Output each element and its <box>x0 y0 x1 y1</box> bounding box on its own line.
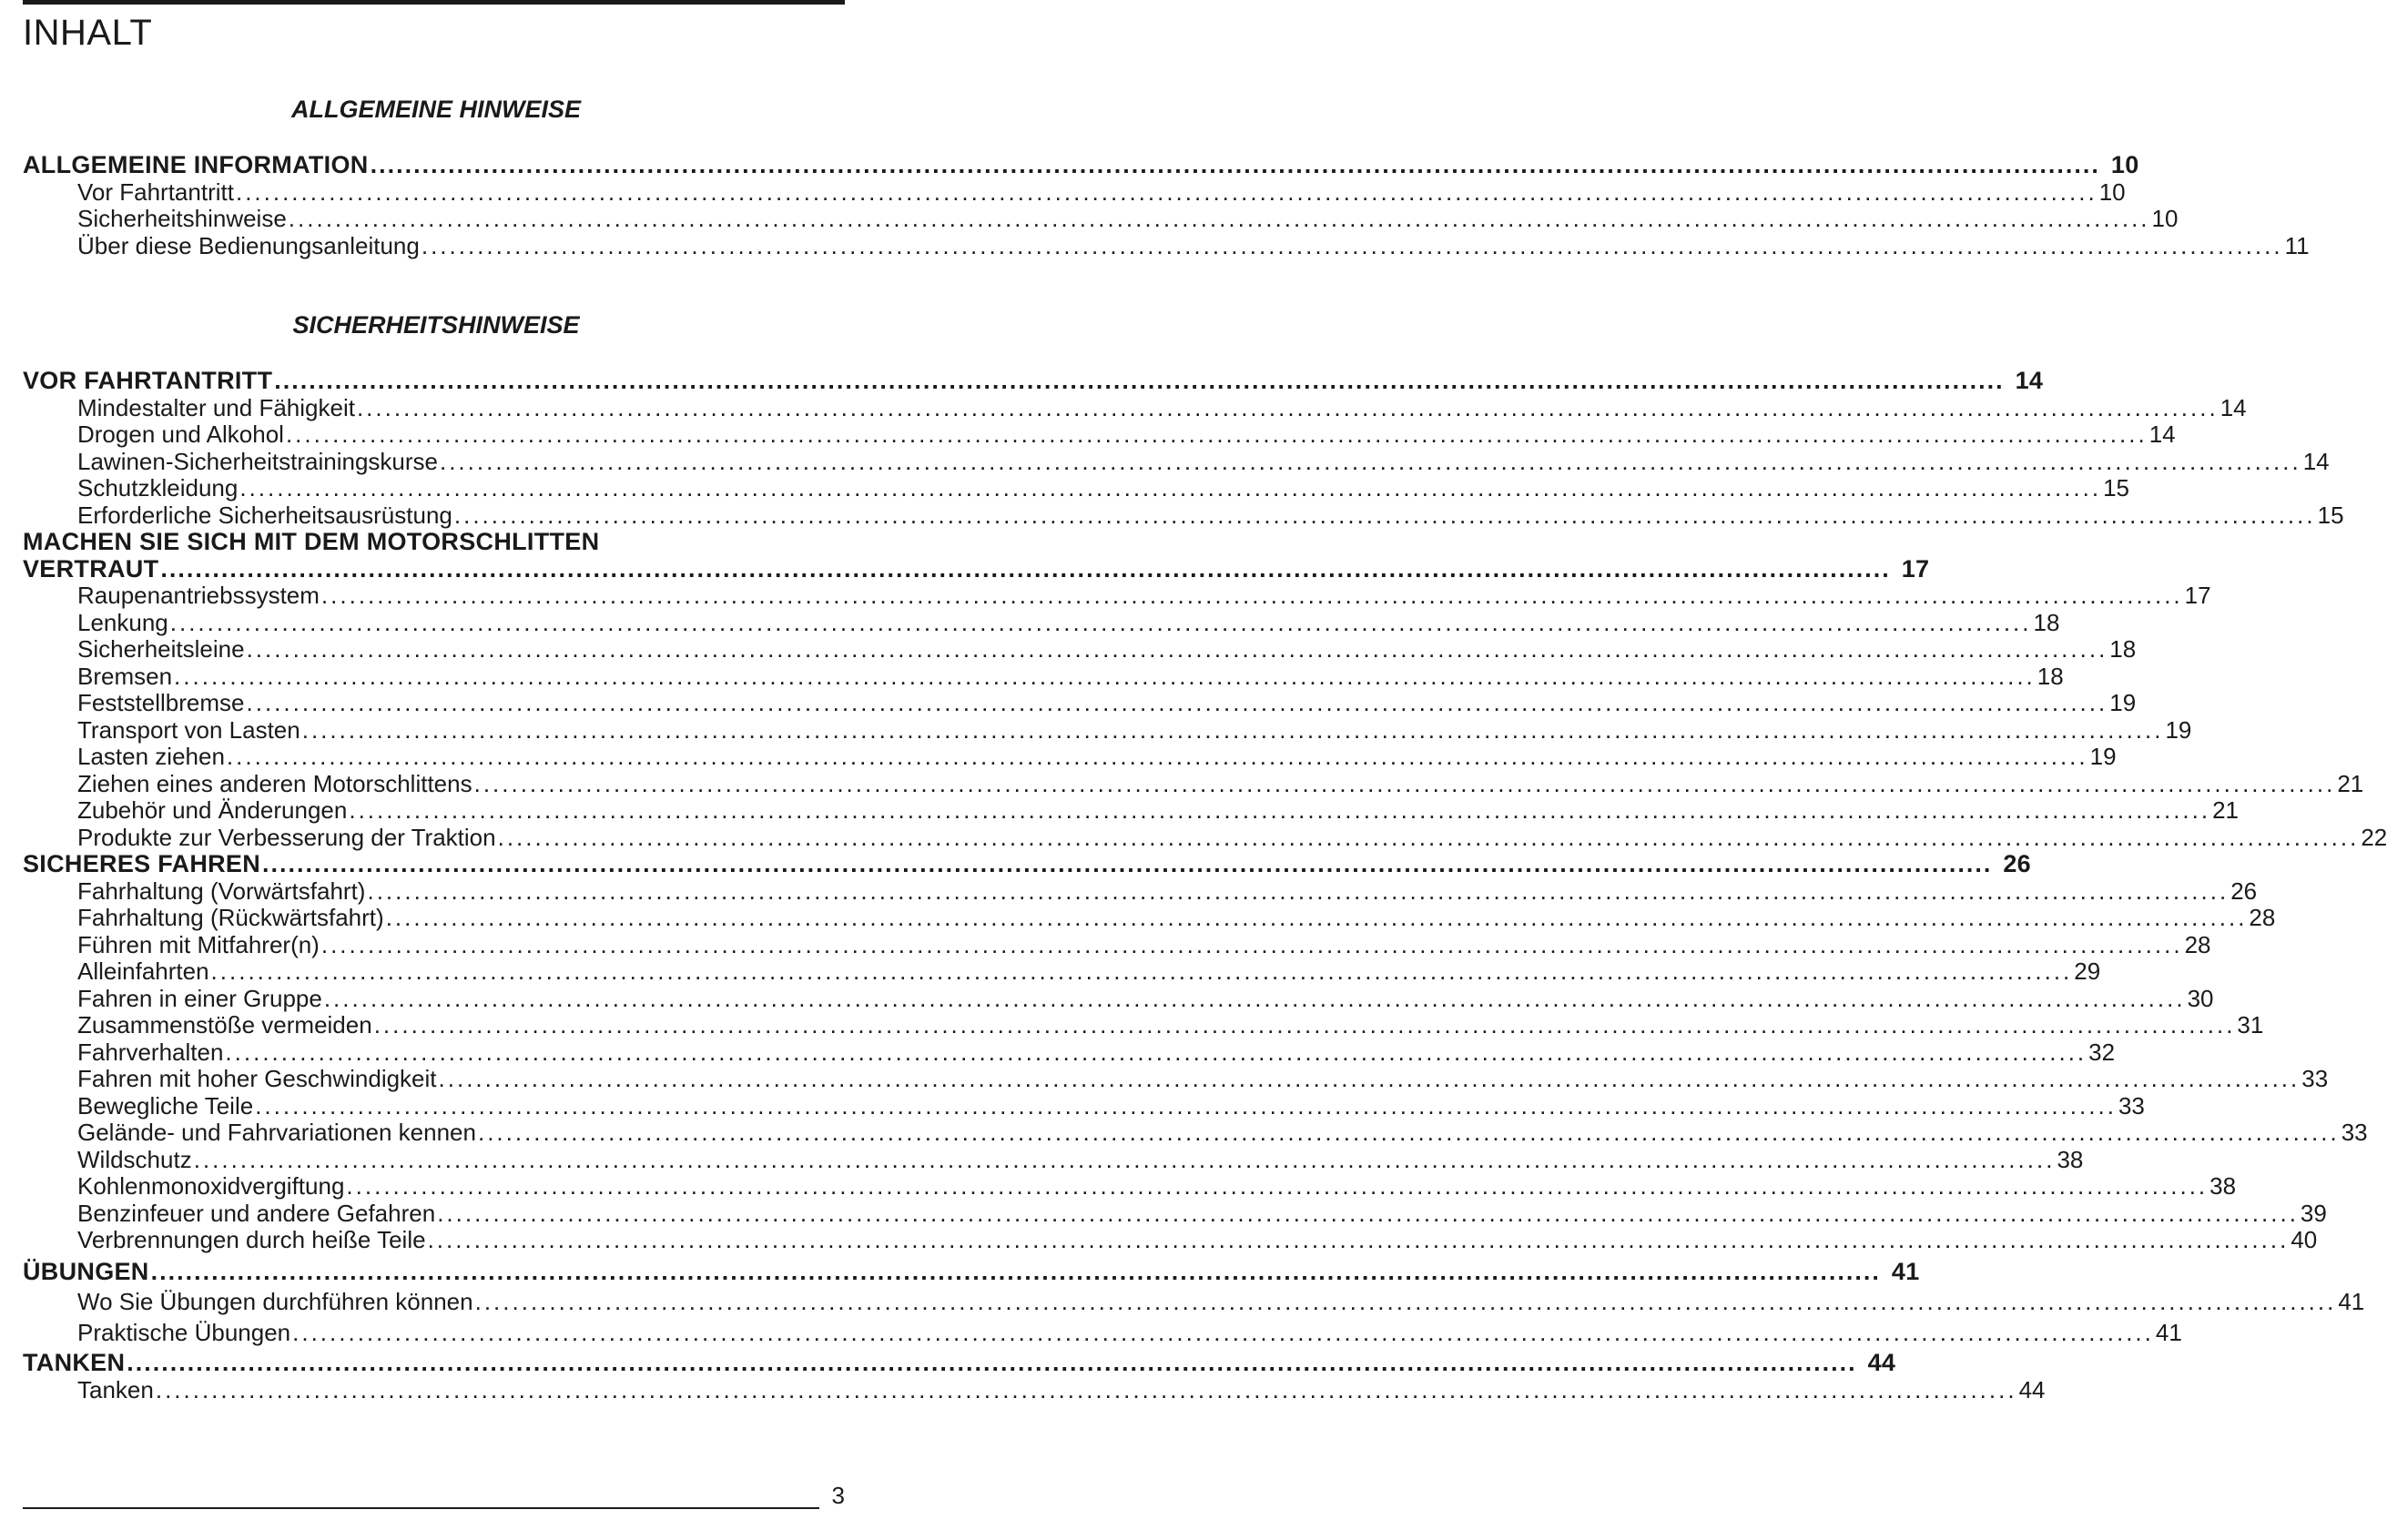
toc-entry <box>23 769 2364 798</box>
toc-page-number: 28 <box>2184 930 2211 958</box>
toc-page-number: 18 <box>2037 662 2064 690</box>
toc-entry-label: SICHERES FAHREN <box>23 850 261 877</box>
toc-entry <box>23 1119 2368 1147</box>
toc-chapter <box>23 554 1930 583</box>
toc-chapter <box>23 151 2139 179</box>
toc-entry <box>23 984 2214 1013</box>
toc-entry <box>23 1145 2084 1174</box>
toc-entry-label: Benzinfeuer und andere Gefahren <box>77 1199 436 1227</box>
toc-entry <box>23 1172 2237 1201</box>
toc-chapter <box>23 367 2044 395</box>
toc-entry-label: Fahren mit hoher Geschwindigkeit <box>77 1065 437 1092</box>
toc-page-number: 22 <box>2361 823 2387 851</box>
dot-leader: ........................................................................................................................................................................................................ <box>193 1145 2056 1173</box>
toc-entry <box>23 1287 2365 1316</box>
toc-entry <box>23 447 2330 476</box>
toc-page-number: 14 <box>2219 393 2247 421</box>
dot-leader: ........................................................................................................................................................................................................ <box>437 1199 2299 1227</box>
toc-entry-label: Fahrhaltung (Vorwärtsfahrt) <box>77 876 366 905</box>
dot-leader: ........................................................................................................................................................................................................ <box>453 501 2316 529</box>
toc-page-number: 38 <box>2209 1172 2237 1200</box>
dot-leader: ........................................................................................................................................................................................................ <box>169 608 2032 636</box>
toc-entry-label: Über diese Bedienungsanleitung <box>77 231 420 259</box>
dot-leader: ........................................................................................................................................................................................................ <box>349 796 2211 824</box>
dot-leader: ........................................................................................................................................................................................................ <box>320 582 2183 609</box>
dot-leader: ........................................................................................................................................................................................................ <box>356 393 2219 421</box>
toc-entry-label: TANKEN <box>23 1349 126 1376</box>
toc-page-number: 41 <box>2338 1287 2365 1315</box>
toc-entry <box>23 662 2064 691</box>
toc-page-number: 26 <box>2230 876 2258 905</box>
toc-entry-label: Verbrennungen durch heiße Teile <box>77 1226 426 1253</box>
page-title: INHALT <box>23 13 153 53</box>
toc-page-number: 32 <box>2088 1038 2116 1066</box>
toc-entry-label: Bremsen <box>77 662 173 690</box>
toc-chapter <box>23 1254 1920 1289</box>
toc-page-number: 41 <box>1891 1257 1920 1285</box>
toc-entry-label: Zubehör und Änderungen <box>77 796 348 824</box>
dot-leader: ........................................................................................................................................................................................................ <box>438 1065 2301 1092</box>
toc-page-number: 14 <box>2148 420 2176 448</box>
toc-entry <box>23 177 2126 207</box>
dot-leader: ........................................................................................................................................................................................................ <box>474 1287 2337 1315</box>
toc-page-number: 28 <box>2249 904 2276 931</box>
toc-entry <box>23 1375 2046 1404</box>
toc-page-number: 33 <box>2341 1119 2368 1146</box>
toc-entry <box>23 393 2247 422</box>
toc-page-number: 11 <box>2284 231 2310 259</box>
toc-page-number: 10 <box>2098 177 2126 206</box>
toc-page-number: 41 <box>2155 1319 2182 1346</box>
toc-entry-label: Lenkung <box>77 608 168 636</box>
toc-page-number: 14 <box>2015 367 2044 394</box>
toc-entry-label: Lasten ziehen <box>77 743 225 770</box>
toc-entry <box>23 608 2060 637</box>
toc-entry-label: Erforderliche Sicherheitsausrüstung <box>77 501 452 529</box>
toc-entry <box>23 231 2310 260</box>
toc-entry-label: Gelände- und Fahrvariationen kennen <box>77 1119 476 1146</box>
toc-entry-label: Führen mit Mitfahrer(n) <box>77 930 320 958</box>
toc-entry <box>23 1315 2182 1350</box>
toc-page-number: 29 <box>2074 957 2101 985</box>
toc-entry-label: VERTRAUT <box>23 554 159 583</box>
dot-leader: ........................................................................................................................................................................................................ <box>239 474 2102 502</box>
toc-entry-label: Praktische Übungen <box>77 1319 291 1346</box>
toc-entry-label: ALLGEMEINE INFORMATION <box>23 151 369 178</box>
toc-entry-label: Lawinen-Sicherheitstrainingskurse <box>77 447 438 475</box>
toc-entry <box>23 796 2240 825</box>
toc-entry <box>23 957 2101 986</box>
dot-leader: ........................................................................................................................................................................................................ <box>246 689 2108 716</box>
toc-entry <box>23 876 2258 906</box>
toc-page-number: 18 <box>2033 608 2060 636</box>
toc-entry-label: ÜBUNGEN <box>23 1257 149 1285</box>
toc-entry <box>23 904 2276 932</box>
dot-leader: ........................................................................................................................................................................................................ <box>301 715 2164 744</box>
toc-entry <box>23 1011 2264 1039</box>
toc-page-number: 40 <box>2291 1226 2318 1253</box>
toc-entry-label: Vor Fahrtantritt <box>77 177 234 206</box>
dot-leader: ........................................................................................................................................................................................................ <box>370 151 2100 178</box>
toc-page-number: 33 <box>2118 1091 2145 1120</box>
toc-page-number: 17 <box>1901 554 1930 583</box>
toc-entry <box>23 1065 2329 1093</box>
dot-leader: ........................................................................................................................................................................................................ <box>235 177 2098 206</box>
toc-entry-label: MACHEN SIE SICH MIT DEM MOTORSCHLITTEN <box>23 528 600 555</box>
toc-entry-label: Raupenantriebssystem <box>77 582 320 609</box>
dot-leader: ........................................................................................................................................................................................................ <box>155 1375 2017 1403</box>
toc-chapter <box>23 529 845 556</box>
dot-leader: ........................................................................................................................................................................................................ <box>421 231 2283 259</box>
dot-leader: ........................................................................................................................................................................................................ <box>127 1349 1857 1376</box>
toc-page-number: 44 <box>2018 1375 2046 1403</box>
toc-entry-label: Fahren in einer Gruppe <box>77 984 322 1012</box>
toc-page-number: 21 <box>2337 769 2364 797</box>
dot-leader: ........................................................................................................................................................................................................ <box>226 743 2088 770</box>
toc-page-number: 15 <box>2103 474 2129 502</box>
section-heading-sicherheitshinweise: SICHERHEITSHINWEISE <box>292 311 580 339</box>
toc-entry-label: Produkte zur Verbesserung der Traktion <box>77 823 496 851</box>
toc-chapter <box>23 1349 1896 1377</box>
toc-page-number: 18 <box>2109 635 2137 663</box>
toc-entry <box>23 823 2387 852</box>
toc-block-sicherheitshinweise <box>23 367 2387 1403</box>
toc-entry <box>23 474 2129 502</box>
toc-page-number: 44 <box>1867 1349 1896 1376</box>
toc-entry-label: Tanken <box>77 1375 154 1403</box>
toc-entry-label: VOR FAHRTANTRITT <box>23 367 273 394</box>
toc-entry-label: Schutzkleidung <box>77 474 239 502</box>
toc-entry <box>23 1226 2318 1254</box>
dot-leader: ........................................................................................................................................................................................................ <box>473 769 2336 797</box>
dot-leader: ........................................................................................................................................................................................................ <box>439 447 2301 475</box>
dot-leader: ........................................................................................................................................................................................................ <box>274 367 2005 394</box>
toc-entry-label: Sicherheitshinweise <box>77 205 287 232</box>
dot-leader: ........................................................................................................................................................................................................ <box>323 984 2186 1012</box>
toc-page-number: 39 <box>2300 1199 2327 1227</box>
toc-entry <box>23 1038 2116 1067</box>
toc-entry-label: Kohlenmonoxidvergiftung <box>77 1172 345 1200</box>
toc-entry-label: Ziehen eines anderen Motorschlittens <box>77 769 472 797</box>
dot-leader: ........................................................................................................................................................................................................ <box>262 850 1993 877</box>
toc-entry <box>23 205 2179 233</box>
dot-leader: ........................................................................................................................................................................................................ <box>288 205 2150 232</box>
toc-page-number: 31 <box>2237 1011 2264 1038</box>
toc-entry-label: Sicherheitsleine <box>77 635 245 663</box>
toc-entry-label: Bewegliche Teile <box>77 1091 254 1120</box>
toc-page-number: 19 <box>2109 689 2137 716</box>
toc-entry <box>23 1199 2327 1228</box>
toc-page-number: 21 <box>2212 796 2240 824</box>
toc-page-number: 30 <box>2187 984 2214 1012</box>
toc-page-number: 19 <box>2089 743 2117 770</box>
toc-page-number: 10 <box>2151 205 2179 232</box>
dot-leader: ........................................................................................................................................................................................................ <box>210 957 2073 985</box>
toc-block-allgemeine-hinweise <box>23 151 2310 259</box>
dot-leader: ........................................................................................................................................................................................................ <box>246 635 2108 663</box>
toc-page-number: 38 <box>2057 1145 2084 1173</box>
toc-page-number: 19 <box>2165 715 2192 744</box>
toc-entry-label: Fahrverhalten <box>77 1038 224 1066</box>
dot-leader: ........................................................................................................................................................................................................ <box>292 1319 2154 1346</box>
dot-leader: ........................................................................................................................................................................................................ <box>225 1038 2087 1066</box>
toc-page-number: 26 <box>2003 850 2031 877</box>
toc-page-number: 33 <box>2301 1065 2329 1092</box>
dot-leader: ........................................................................................................................................................................................................ <box>427 1226 2290 1253</box>
toc-page-number: 14 <box>2302 447 2330 475</box>
dot-leader: ........................................................................................................................................................................................................ <box>285 420 2148 448</box>
dot-leader: ........................................................................................................................................................................................................ <box>174 662 2036 690</box>
toc-entry-label: Zusammenstöße vermeiden <box>77 1011 372 1038</box>
dot-leader: ........................................................................................................................................................................................................ <box>477 1119 2340 1146</box>
toc-page-number: 10 <box>2110 151 2139 178</box>
dot-leader: ........................................................................................................................................................................................................ <box>255 1091 2117 1120</box>
toc-entry <box>23 715 2192 745</box>
toc-chapter <box>23 850 2031 878</box>
toc-entry <box>23 1091 2145 1120</box>
toc-entry-label: Transport von Lasten <box>77 715 300 744</box>
dot-leader: ........................................................................................................................................................................................................ <box>346 1172 2209 1200</box>
page-number: 3 <box>831 1482 845 1509</box>
toc-entry-label: Drogen und Alkohol <box>77 420 284 448</box>
dot-leader: ........................................................................................................................................................................................................ <box>373 1011 2236 1038</box>
dot-leader: ........................................................................................................................................................................................................ <box>367 876 2230 905</box>
dot-leader: ........................................................................................................................................................................................................ <box>385 904 2248 931</box>
toc-entry-label: Wo Sie Übungen durchführen können <box>77 1287 473 1315</box>
toc-entry <box>23 582 2211 610</box>
toc-entry-label: Fahrhaltung (Rückwärtsfahrt) <box>77 904 384 931</box>
dot-leader: ........................................................................................................................................................................................................ <box>497 823 2360 851</box>
toc-entry <box>23 635 2137 664</box>
footer-rule <box>23 1507 819 1509</box>
dot-leader: ........................................................................................................................................................................................................ <box>320 930 2183 958</box>
dot-leader: ........................................................................................................................................................................................................ <box>160 554 1891 583</box>
toc-entry-label: Alleinfahrten <box>77 957 209 985</box>
toc-entry <box>23 930 2211 959</box>
toc-entry <box>23 420 2176 449</box>
toc-entry-label: Feststellbremse <box>77 689 245 716</box>
toc-page-number: 15 <box>2317 501 2344 529</box>
toc-entry <box>23 689 2137 717</box>
dot-leader: ........................................................................................................................................................................................................ <box>150 1257 1881 1285</box>
toc-entry <box>23 501 2344 530</box>
toc-page-number: 17 <box>2184 582 2211 609</box>
top-rule <box>23 0 845 5</box>
section-heading-allgemeine-hinweise: ALLGEMEINE HINWEISE <box>290 96 581 123</box>
toc-entry-label: Mindestalter und Fähigkeit <box>77 393 355 421</box>
toc-entry <box>23 743 2117 771</box>
toc-entry-label: Wildschutz <box>77 1145 192 1173</box>
